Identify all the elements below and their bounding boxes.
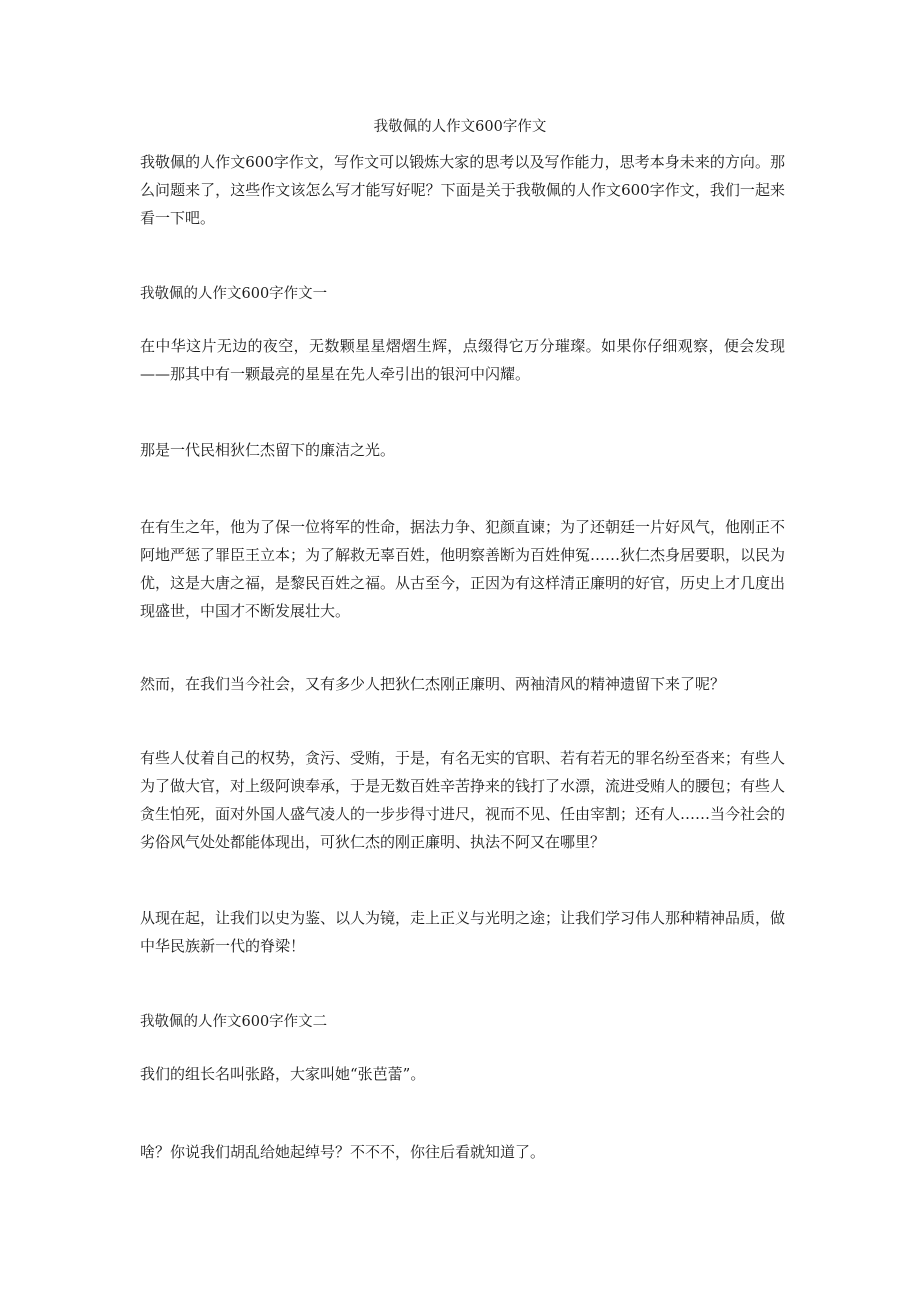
essay-one-paragraph-3: 在有生之年，他为了保一位将军的性命，据法力争、犯颜直谏；为了还朝廷一片好风气，他刚正不阿地严惩了罪臣王立本；为了解救无辜百姓，他明察善断为百姓伸冤……狄仁杰身居要职，以民为优，这是大唐之福，是黎民百姓之福。从古至今，正因为有这样清正廉明的好官，历史上才几度出现盛世，中国才不断发展壮大。 <box>140 518 786 620</box>
essay-two-paragraph-2: 啥？你说我们胡乱给她起绰号？不不不，你往后看就知道了。 <box>140 1143 546 1161</box>
document-title: 我敬佩的人作文600字作文 <box>373 119 547 135</box>
essay-two-paragraph-1: 我们的组长名叫张路，大家叫她“张芭蕾”。 <box>140 1065 426 1083</box>
essay-one-heading: 我敬佩的人作文600字作文一 <box>140 286 328 302</box>
essay-one-paragraph-5: 有些人仗着自己的权势，贪污、受贿，于是，有名无实的官职、若有若无的罪名纷至沓来；有些人为了做大官，对上级阿谀奉承，于是无数百姓辛苦挣来的钱打了水漂，流进受贿人的腰包；有些人贪生怕死，面对外国人盛气凌人的一步步得寸进尺，视而不见、任由宰割；还有人……当今社会的劣俗风气处处都能体现出，可狄仁杰的刚正廉明、执法不阿又在哪里？ <box>140 749 786 851</box>
essay-two-heading: 我敬佩的人作文600字作文二 <box>140 1014 328 1030</box>
essay-one-paragraph-4: 然而，在我们当今社会，又有多少人把狄仁杰刚正廉明、两袖清风的精神遗留下来了呢？ <box>140 675 726 693</box>
essay-one-paragraph-2: 那是一代民相狄仁杰留下的廉洁之光。 <box>140 441 396 459</box>
essay-one-paragraph-1: 在中华这片无边的夜空，无数颗星星熠熠生辉，点缀得它万分璀璨。如果你仔细观察，便会发现——那其中有一颗最亮的星星在先人牵引出的银河中闪耀。 <box>140 337 785 383</box>
essay-one-paragraph-6: 从现在起，让我们以史为鉴、以人为镜，走上正义与光明之途；让我们学习伟人那种精神品质，做中华民族新一代的脊梁！ <box>140 909 786 955</box>
intro-paragraph: 我敬佩的人作文600字作文，写作文可以锻炼大家的思考以及写作能力，思考本身未来的方向。那么问题来了，这些作文该怎么写才能写好呢？下面是关于我敬佩的人作文600字作文，我们一起来看一下吧。 <box>140 153 785 227</box>
